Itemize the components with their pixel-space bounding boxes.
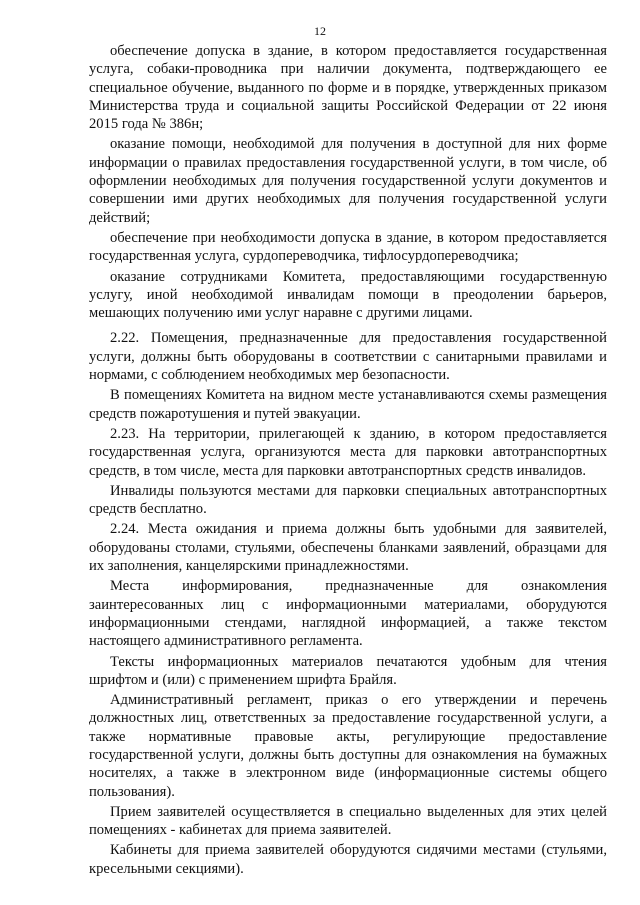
paragraph-evacuation-schemes: В помещениях Комитета на видном месте устанавливаются схемы размещения средств пожаротушения и путей эвакуации.	[89, 387, 607, 422]
paragraph-interpreter-access: обеспечение при необходимости допуска в здание, в котором предоставляется государственная услуга, сурдопереводчика, тифлосурдопереводчика;	[89, 229, 607, 265]
paragraph-information-places: Места информирования, предназначенные для ознакомления заинтересованных лиц с информационными материалами, оборудуются информационными стендами, наглядной информацией, а также текстом настоящего административного регламента.	[89, 578, 607, 650]
paragraph-2-24-waiting-areas: 2.24. Места ожидания и приема должны быть удобными для заявителей, оборудованы столами, стульями, обеспечены бланками заявлений, образцами для их заполнения, канцелярскими принадлежностями.	[89, 521, 607, 575]
paragraph-guide-dog-access: обеспечение допуска в здание, в котором предоставляется государственная услуга, собаки-проводника при наличии документа, подтверждающего ее специальное обучение, выданного по форме и в порядке, утвержденных приказом Министерства труда и социальной защиты Российской Федерации от 22 июня 2015 года № 386н;	[89, 43, 607, 133]
page-number: 12	[314, 24, 326, 38]
paragraph-braille: Тексты информационных материалов печатаются удобным для чтения шрифтом и (или) с применением шрифта Брайля.	[89, 653, 607, 688]
paragraph-2-23-parking: 2.23. На территории, прилегающей к зданию, в котором предоставляется государственная услуга, организуются места для парковки автотранспортных средств, в том числе, места для парковки автотранспортных средств инвалидов.	[89, 425, 607, 479]
paragraph-information-assistance: оказание помощи, необходимой для получения в доступной для них форме информации о правилах предоставления государственной услуги, в том числе, об оформлении необходимых для получения государственной услуги документов и совершении ими других необходимых для получения государственной услуги действий;	[89, 136, 607, 226]
paragraph-2-22-premises: 2.22. Помещения, предназначенные для предоставления государственной услуги, должны быть оборудованы в соответствии с санитарными правилами и нормами, с соблюдением необходимых мер безопасности.	[89, 330, 607, 384]
paragraph-free-parking: Инвалиды пользуются местами для парковки специальных автотранспортных средств бесплатно.	[89, 482, 607, 518]
paragraph-regulation-availability: Административный регламент, приказ о его утверждении и перечень должностных лиц, ответственных за предоставление государственной услуги, а также нормативные правовые акты, регулирующие предоставление государственной услуги, должны быть доступны для ознакомления на бумажных носителях, а также в электронном виде (информационные системы общего пользования).	[89, 692, 607, 800]
paragraph-seating: Кабинеты для приема заявителей оборудуются сидячими местами (стульями, кресельными секциями).	[89, 842, 607, 877]
paragraph-reception-rooms: Прием заявителей осуществляется в специально выделенных для этих целей помещениях - кабинетах для приема заявителей.	[89, 803, 607, 839]
paragraph-staff-assistance: оказание сотрудниками Комитета, предоставляющими государственную услугу, иной необходимой инвалидам помощи в преодолении барьеров, мешающих получению ими услуг наравне с другими лицами.	[89, 268, 607, 322]
document-body	[89, 42, 607, 878]
